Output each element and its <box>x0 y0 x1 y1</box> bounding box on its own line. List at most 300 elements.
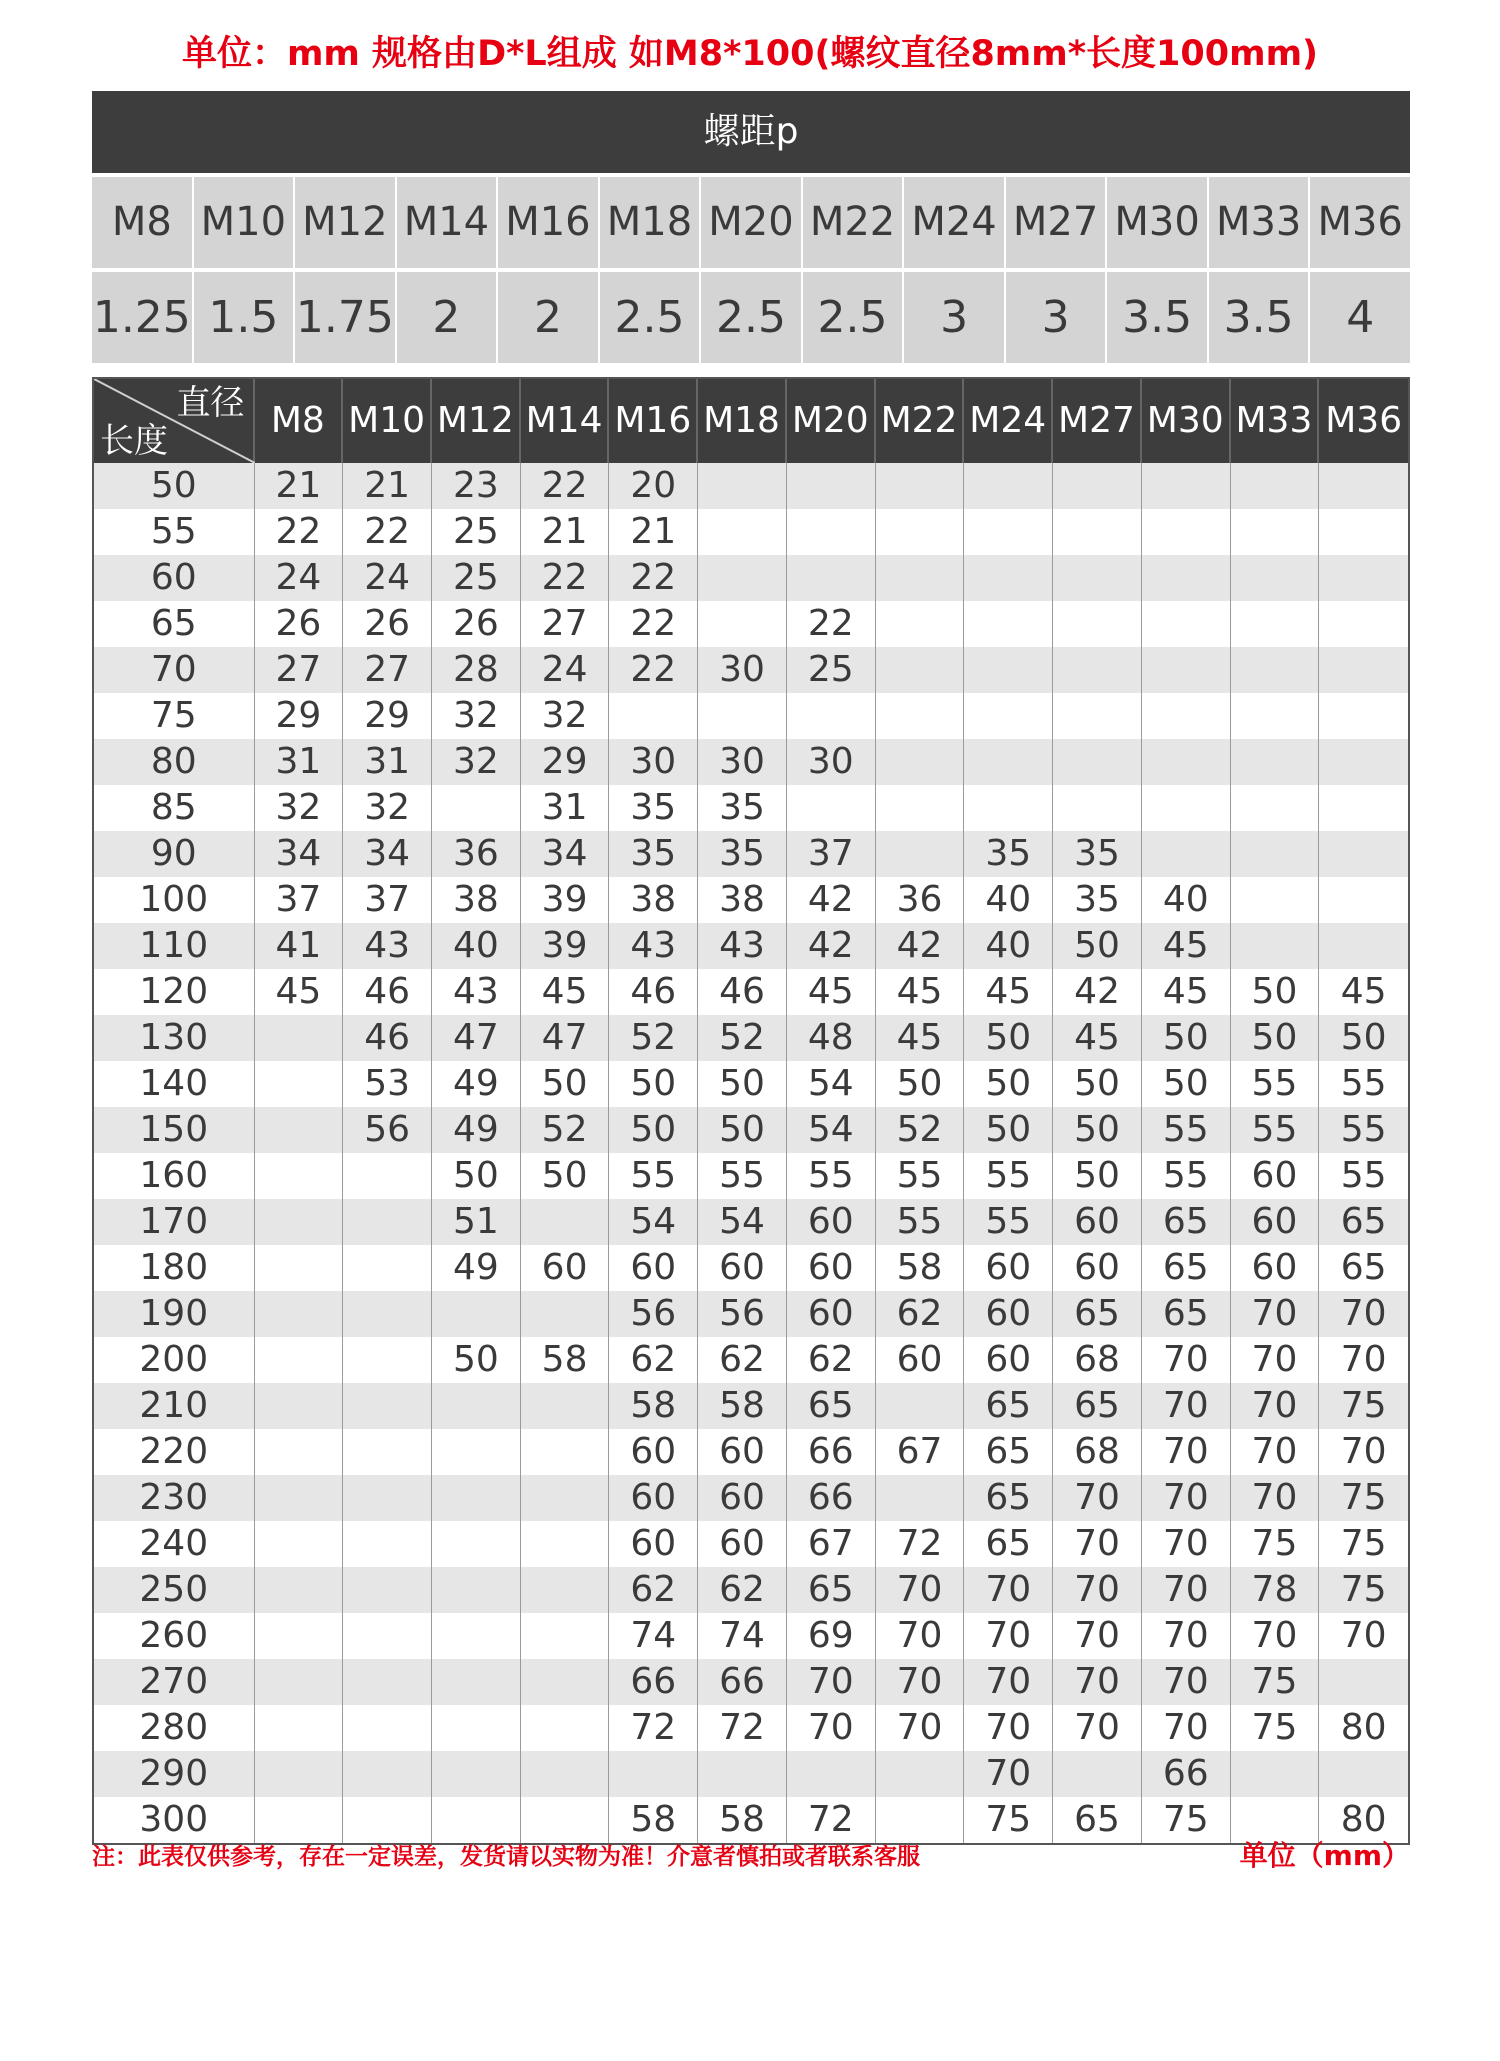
thread-length-cell: 75 <box>1231 1659 1320 1705</box>
thread-length-cell: 75 <box>964 1797 1053 1843</box>
column-header: M10 <box>343 379 432 463</box>
thread-length-cell: 29 <box>255 693 344 739</box>
thread-length-cell: 62 <box>876 1291 965 1337</box>
thread-length-cell: 31 <box>521 785 610 831</box>
thread-length-cell <box>698 509 787 555</box>
thread-length-cell: 72 <box>698 1705 787 1751</box>
thread-length-cell: 65 <box>964 1475 1053 1521</box>
table-row <box>94 1567 1408 1613</box>
thread-length-cell: 42 <box>787 923 876 969</box>
column-header: M22 <box>876 379 965 463</box>
thread-length-cell: 50 <box>521 1061 610 1107</box>
thread-length-cell: 55 <box>1142 1153 1231 1199</box>
thread-length-cell: 65 <box>1142 1245 1231 1291</box>
thread-length-cell: 24 <box>521 647 610 693</box>
thread-length-cell: 80 <box>1340 1799 1387 1840</box>
thread-length-cell: 60 <box>787 1291 876 1337</box>
thread-length-cell: 35 <box>1053 831 1142 877</box>
length-cell: 60 <box>94 555 255 601</box>
thread-length-cell <box>1053 509 1142 555</box>
thread-length-cell: 21 <box>521 509 610 555</box>
thread-length-cell <box>876 785 965 831</box>
thread-length-cell: 65 <box>1053 1291 1142 1337</box>
thread-length-cell: 60 <box>609 1475 698 1521</box>
length-cell: 100 <box>94 877 255 923</box>
thread-length-cell <box>432 1521 521 1567</box>
thread-length-cell: 70 <box>1340 1431 1387 1472</box>
thread-length-cell: 45 <box>787 969 876 1015</box>
thread-length-cell: 26 <box>432 601 521 647</box>
thread-length-cell: 70 <box>1142 1705 1231 1751</box>
thread-length-cell: 45 <box>1142 969 1231 1015</box>
thread-length-cell: 41 <box>255 923 344 969</box>
pitch-size-cell: M24 <box>904 177 1004 268</box>
thread-length-cell: 54 <box>787 1061 876 1107</box>
thread-length-cell: 60 <box>1231 1199 1320 1245</box>
thread-length-cell: 75 <box>1340 1385 1387 1426</box>
thread-length-cell <box>1319 923 1408 969</box>
thread-length-cell <box>609 1751 698 1797</box>
column-header: M30 <box>1142 379 1231 463</box>
table-row <box>94 509 1408 555</box>
pitch-value-cell: 3 <box>904 272 1004 363</box>
thread-length-cell: 72 <box>876 1521 965 1567</box>
thread-length-cell: 75 <box>1231 1521 1320 1567</box>
table-row <box>94 1015 1408 1061</box>
thread-length-cell <box>1319 739 1408 785</box>
pitch-size-cell: M16 <box>498 177 598 268</box>
thread-length-cell: 62 <box>787 1337 876 1383</box>
thread-length-cell: 70 <box>1142 1383 1231 1429</box>
thread-length-cell: 55 <box>609 1153 698 1199</box>
thread-length-cell <box>964 785 1053 831</box>
thread-length-cell: 43 <box>343 923 432 969</box>
thread-length-cell: 65 <box>1142 1199 1231 1245</box>
table-row <box>94 463 1408 509</box>
thread-length-cell <box>343 1337 432 1383</box>
thread-length-cell: 50 <box>698 1107 787 1153</box>
length-cell: 280 <box>94 1705 255 1751</box>
thread-length-cell: 45 <box>521 969 610 1015</box>
thread-length-cell: 70 <box>1231 1291 1320 1337</box>
column-header: M27 <box>1053 379 1142 463</box>
thread-length-cell <box>1053 1751 1142 1797</box>
thread-length-cell: 45 <box>876 969 965 1015</box>
length-table <box>92 377 1410 1845</box>
length-cell: 250 <box>94 1567 255 1613</box>
thread-length-cell: 49 <box>432 1245 521 1291</box>
thread-length-cell <box>521 1521 610 1567</box>
length-cell: 180 <box>94 1245 255 1291</box>
thread-length-cell: 39 <box>521 877 610 923</box>
thread-length-cell: 70 <box>1142 1337 1231 1383</box>
thread-length-cell: 70 <box>964 1567 1053 1613</box>
thread-length-cell: 54 <box>698 1199 787 1245</box>
thread-length-cell: 31 <box>255 739 344 785</box>
thread-length-cell: 70 <box>1340 1615 1387 1656</box>
thread-length-cell: 60 <box>609 1429 698 1475</box>
thread-length-cell: 70 <box>1053 1521 1142 1567</box>
table-row <box>94 1291 1408 1337</box>
thread-length-cell <box>1231 739 1320 785</box>
thread-length-cell <box>787 1751 876 1797</box>
thread-length-cell <box>1231 785 1320 831</box>
thread-length-cell <box>1053 555 1142 601</box>
length-cell: 75 <box>94 693 255 739</box>
thread-length-cell: 78 <box>1231 1567 1320 1613</box>
thread-length-cell: 66 <box>787 1429 876 1475</box>
pitch-value-cell: 2.5 <box>803 272 903 363</box>
thread-length-cell: 70 <box>1142 1613 1231 1659</box>
column-header: M33 <box>1231 379 1320 463</box>
thread-length-cell: 50 <box>1142 1015 1231 1061</box>
thread-length-cell: 65 <box>1053 1797 1142 1843</box>
thread-length-cell: 32 <box>432 693 521 739</box>
thread-length-cell: 60 <box>521 1245 610 1291</box>
thread-length-cell: 38 <box>432 877 521 923</box>
length-cell: 55 <box>94 509 255 555</box>
thread-length-cell <box>521 1475 610 1521</box>
unit-note: 单位（mm） <box>1239 1839 1410 1872</box>
thread-length-cell: 65 <box>964 1521 1053 1567</box>
thread-length-cell <box>343 1383 432 1429</box>
thread-length-cell: 22 <box>521 463 610 509</box>
thread-length-cell: 30 <box>609 739 698 785</box>
thread-length-cell <box>1319 509 1408 555</box>
thread-length-cell: 32 <box>255 785 344 831</box>
thread-length-cell: 60 <box>1053 1199 1142 1245</box>
thread-length-cell: 70 <box>1231 1383 1320 1429</box>
thread-length-cell: 28 <box>432 647 521 693</box>
pitch-value-cell: 3 <box>1006 272 1106 363</box>
thread-length-cell: 38 <box>698 877 787 923</box>
thread-length-cell: 70 <box>787 1705 876 1751</box>
length-cell: 120 <box>94 969 255 1015</box>
thread-length-cell <box>876 647 965 693</box>
thread-length-cell: 70 <box>1142 1475 1231 1521</box>
thread-length-cell: 23 <box>432 463 521 509</box>
pitch-size-cell: M33 <box>1209 177 1309 268</box>
thread-length-cell: 21 <box>609 509 698 555</box>
thread-length-cell: 50 <box>609 1107 698 1153</box>
table-row <box>94 1613 1408 1659</box>
thread-length-cell <box>1231 1751 1320 1797</box>
length-table-header <box>94 379 1408 463</box>
thread-length-cell <box>432 785 521 831</box>
thread-length-cell <box>1231 463 1320 509</box>
thread-length-cell: 21 <box>343 463 432 509</box>
thread-length-cell: 60 <box>964 1291 1053 1337</box>
thread-length-cell <box>255 1015 344 1061</box>
length-cell: 140 <box>94 1061 255 1107</box>
pitch-size-cell: M12 <box>295 177 395 268</box>
table-row <box>94 1153 1408 1199</box>
thread-length-cell <box>1231 601 1320 647</box>
thread-length-cell: 70 <box>1340 1293 1387 1334</box>
thread-length-cell: 37 <box>255 877 344 923</box>
thread-length-cell <box>698 463 787 509</box>
thread-length-cell: 70 <box>1142 1659 1231 1705</box>
pitch-value-row <box>92 272 1410 363</box>
thread-length-cell <box>876 555 965 601</box>
length-cell: 200 <box>94 1337 255 1383</box>
corner-header-cell <box>94 379 255 463</box>
thread-length-cell <box>1142 509 1231 555</box>
length-cell: 90 <box>94 831 255 877</box>
thread-length-cell: 50 <box>609 1061 698 1107</box>
pitch-value-cell: 3.5 <box>1107 272 1207 363</box>
pitch-value-cell: 2.5 <box>600 272 700 363</box>
thread-length-cell <box>1142 463 1231 509</box>
thread-length-cell: 70 <box>876 1567 965 1613</box>
thread-length-cell <box>255 1429 344 1475</box>
thread-length-cell <box>255 1521 344 1567</box>
thread-length-cell <box>698 1751 787 1797</box>
thread-length-cell: 60 <box>698 1429 787 1475</box>
thread-length-cell <box>698 555 787 601</box>
thread-length-cell: 35 <box>1053 877 1142 923</box>
thread-length-cell: 70 <box>964 1705 1053 1751</box>
thread-length-cell: 35 <box>609 785 698 831</box>
thread-length-cell <box>343 1705 432 1751</box>
thread-length-cell: 66 <box>787 1475 876 1521</box>
thread-length-cell <box>964 693 1053 739</box>
thread-length-cell <box>1142 785 1231 831</box>
thread-length-cell: 37 <box>343 877 432 923</box>
table-row <box>94 1199 1408 1245</box>
thread-length-cell <box>521 1199 610 1245</box>
length-cell: 230 <box>94 1475 255 1521</box>
thread-length-cell: 42 <box>876 923 965 969</box>
pitch-value-cell: 1.25 <box>92 272 192 363</box>
table-row <box>94 647 1408 693</box>
thread-length-cell <box>343 1567 432 1613</box>
thread-length-cell: 75 <box>1340 1523 1387 1564</box>
thread-length-cell: 50 <box>1053 1153 1142 1199</box>
pitch-table-title: 螺距p <box>92 91 1410 173</box>
thread-length-cell <box>343 1659 432 1705</box>
table-row <box>94 1659 1408 1705</box>
thread-length-cell: 55 <box>1231 1107 1320 1153</box>
thread-length-cell: 70 <box>787 1659 876 1705</box>
table-row <box>94 1521 1408 1567</box>
thread-length-cell: 60 <box>787 1245 876 1291</box>
thread-length-cell: 45 <box>255 969 344 1015</box>
thread-length-cell: 62 <box>698 1337 787 1383</box>
thread-length-cell: 25 <box>432 509 521 555</box>
thread-length-cell: 45 <box>876 1015 965 1061</box>
thread-length-cell <box>964 601 1053 647</box>
thread-length-cell <box>964 463 1053 509</box>
thread-length-cell <box>255 1567 344 1613</box>
pitch-size-cell: M18 <box>600 177 700 268</box>
thread-length-cell <box>255 1291 344 1337</box>
thread-length-cell <box>698 693 787 739</box>
pitch-value-cell: 1.5 <box>194 272 294 363</box>
thread-length-cell: 46 <box>698 969 787 1015</box>
thread-length-cell: 72 <box>609 1705 698 1751</box>
table-row <box>94 831 1408 877</box>
thread-length-cell <box>432 1659 521 1705</box>
thread-length-cell: 20 <box>609 463 698 509</box>
thread-length-cell: 66 <box>609 1659 698 1705</box>
thread-length-cell <box>698 601 787 647</box>
thread-length-cell <box>432 1475 521 1521</box>
thread-length-cell: 43 <box>698 923 787 969</box>
thread-length-cell: 62 <box>698 1567 787 1613</box>
thread-length-cell: 55 <box>1231 1061 1320 1107</box>
thread-length-cell: 47 <box>432 1015 521 1061</box>
thread-length-cell <box>343 1153 432 1199</box>
thread-length-cell <box>255 1705 344 1751</box>
thread-length-cell: 42 <box>787 877 876 923</box>
thread-length-cell: 60 <box>609 1521 698 1567</box>
thread-length-cell: 65 <box>787 1567 876 1613</box>
thread-length-cell <box>1319 555 1408 601</box>
thread-length-cell: 55 <box>1340 1109 1387 1150</box>
length-cell: 65 <box>94 601 255 647</box>
thread-length-cell: 54 <box>787 1107 876 1153</box>
thread-length-cell: 70 <box>1053 1613 1142 1659</box>
thread-length-cell: 31 <box>343 739 432 785</box>
thread-length-cell <box>343 1521 432 1567</box>
length-cell: 190 <box>94 1291 255 1337</box>
column-header: M8 <box>255 379 344 463</box>
thread-length-cell: 70 <box>1340 1339 1387 1380</box>
thread-length-cell <box>1053 785 1142 831</box>
thread-length-cell <box>1231 555 1320 601</box>
pitch-table <box>92 91 1410 363</box>
thread-length-cell <box>255 1797 344 1843</box>
table-row <box>94 1797 1408 1843</box>
thread-length-cell: 26 <box>343 601 432 647</box>
thread-length-cell: 60 <box>1053 1245 1142 1291</box>
thread-length-cell: 34 <box>255 831 344 877</box>
thread-length-cell <box>1142 831 1231 877</box>
thread-length-cell <box>255 1659 344 1705</box>
thread-length-cell: 55 <box>964 1199 1053 1245</box>
thread-length-cell: 36 <box>432 831 521 877</box>
column-header: M18 <box>698 379 787 463</box>
thread-length-cell <box>876 509 965 555</box>
thread-length-cell <box>521 1705 610 1751</box>
thread-length-cell: 70 <box>1231 1337 1320 1383</box>
thread-length-cell: 50 <box>1053 1107 1142 1153</box>
thread-length-cell: 55 <box>698 1153 787 1199</box>
thread-length-cell: 46 <box>343 1015 432 1061</box>
thread-length-cell: 60 <box>787 1199 876 1245</box>
thread-length-cell: 43 <box>432 969 521 1015</box>
pitch-size-cell: M14 <box>397 177 497 268</box>
thread-length-cell: 24 <box>255 555 344 601</box>
length-cell: 170 <box>94 1199 255 1245</box>
thread-length-cell <box>432 1429 521 1475</box>
thread-length-cell: 60 <box>698 1475 787 1521</box>
thread-length-cell <box>1142 555 1231 601</box>
thread-length-cell <box>343 1291 432 1337</box>
thread-length-cell: 53 <box>343 1061 432 1107</box>
thread-length-cell: 30 <box>787 739 876 785</box>
thread-length-cell: 55 <box>876 1153 965 1199</box>
thread-length-cell: 37 <box>787 831 876 877</box>
thread-length-cell: 70 <box>1231 1475 1320 1521</box>
thread-length-cell: 47 <box>521 1015 610 1061</box>
thread-length-cell: 32 <box>343 785 432 831</box>
length-table-body <box>94 463 1408 1843</box>
thread-length-cell: 70 <box>964 1751 1053 1797</box>
table-row <box>94 1429 1408 1475</box>
thread-length-cell <box>1319 831 1408 877</box>
thread-length-cell <box>1319 1751 1408 1797</box>
length-cell: 290 <box>94 1751 255 1797</box>
thread-length-cell: 49 <box>432 1107 521 1153</box>
thread-length-cell: 32 <box>432 739 521 785</box>
thread-length-cell: 80 <box>1340 1707 1387 1748</box>
pitch-value-cell: 3.5 <box>1209 272 1309 363</box>
thread-length-cell: 25 <box>787 647 876 693</box>
thread-length-cell: 27 <box>343 647 432 693</box>
pitch-value-cell: 1.75 <box>295 272 395 363</box>
thread-length-cell <box>1142 739 1231 785</box>
column-header: M14 <box>521 379 610 463</box>
thread-length-cell: 50 <box>1053 923 1142 969</box>
thread-length-cell <box>876 1751 965 1797</box>
thread-length-cell <box>1053 647 1142 693</box>
thread-length-cell: 65 <box>787 1383 876 1429</box>
thread-length-cell: 36 <box>876 877 965 923</box>
thread-length-cell: 75 <box>1231 1705 1320 1751</box>
thread-length-cell: 58 <box>609 1797 698 1843</box>
thread-length-cell: 70 <box>876 1613 965 1659</box>
thread-length-cell <box>1053 463 1142 509</box>
thread-length-cell <box>255 1245 344 1291</box>
thread-length-cell: 39 <box>521 923 610 969</box>
table-row <box>94 693 1408 739</box>
thread-length-cell: 74 <box>609 1613 698 1659</box>
thread-length-cell: 29 <box>343 693 432 739</box>
thread-length-cell: 65 <box>1142 1291 1231 1337</box>
thread-length-cell <box>255 1751 344 1797</box>
thread-length-cell: 70 <box>1142 1521 1231 1567</box>
thread-length-cell <box>876 693 965 739</box>
thread-length-cell: 52 <box>876 1107 965 1153</box>
thread-length-cell: 70 <box>1053 1705 1142 1751</box>
thread-length-cell: 52 <box>521 1107 610 1153</box>
table-row <box>94 1245 1408 1291</box>
thread-length-cell: 60 <box>698 1521 787 1567</box>
thread-length-cell <box>1142 693 1231 739</box>
thread-length-cell: 56 <box>609 1291 698 1337</box>
thread-length-cell <box>1053 693 1142 739</box>
thread-length-cell: 45 <box>1340 971 1387 1012</box>
table-row <box>94 1107 1408 1153</box>
thread-length-cell <box>876 1475 965 1521</box>
thread-length-cell: 48 <box>787 1015 876 1061</box>
thread-length-cell: 50 <box>1053 1061 1142 1107</box>
thread-length-cell: 58 <box>521 1337 610 1383</box>
thread-length-cell <box>255 1475 344 1521</box>
thread-length-cell <box>964 509 1053 555</box>
thread-length-cell <box>1142 601 1231 647</box>
table-row <box>94 1705 1408 1751</box>
thread-length-cell <box>255 1613 344 1659</box>
thread-length-cell: 70 <box>1053 1659 1142 1705</box>
pitch-size-cell: M36 <box>1310 177 1410 268</box>
thread-length-cell <box>1319 647 1408 693</box>
thread-length-cell: 60 <box>698 1245 787 1291</box>
thread-length-cell: 22 <box>609 555 698 601</box>
table-row <box>94 555 1408 601</box>
